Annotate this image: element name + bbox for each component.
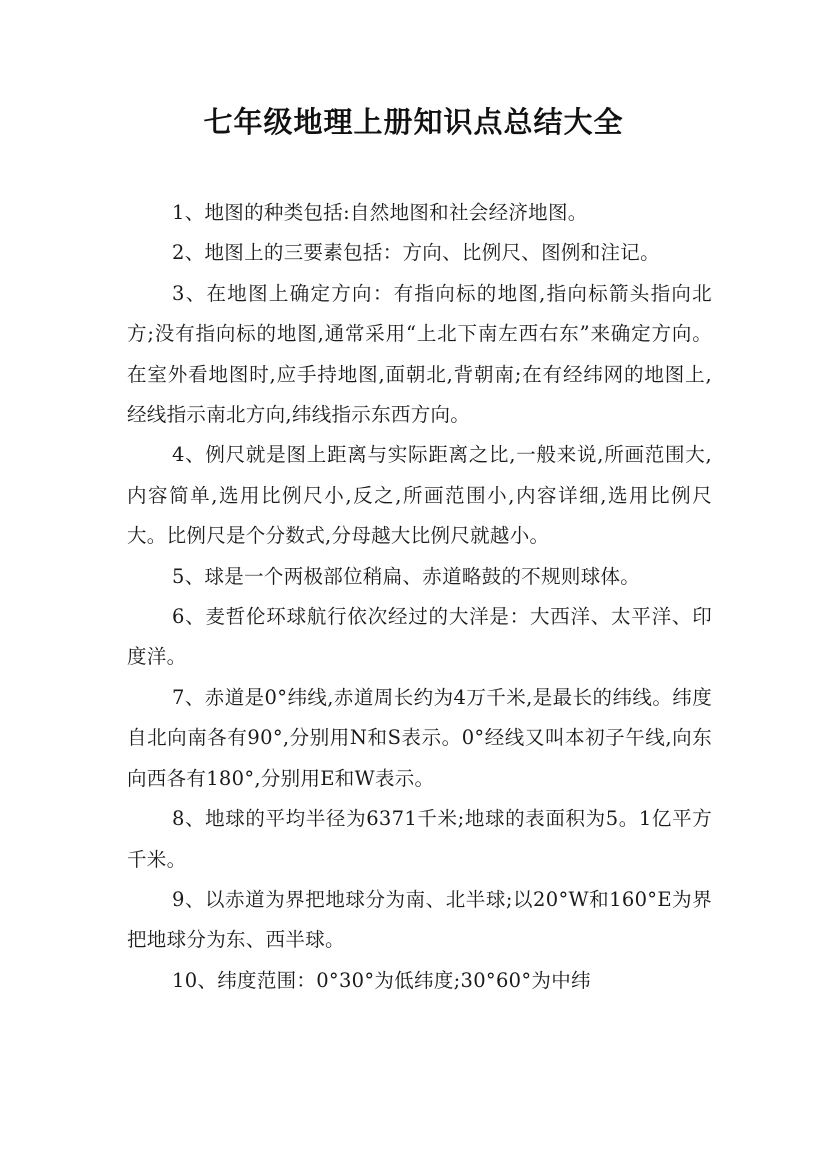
document-title: 七年级地理上册知识点总结大全 xyxy=(203,105,624,139)
paragraph-5: 5、球是一个两极部位稍扁、赤道略鼓的不规则球体。 xyxy=(172,564,641,588)
paragraph-9: 9、以赤道为界把地球分为南、北半球;以20°W和160°E为界把地球分为东、西半球。 xyxy=(127,887,712,952)
paragraph-4: 4、例尺就是图上距离与实际距离之比,一般来说,所画范围大,内容简单,选用比例尺小,反之,所画范围小,内容详细,选用比例尺大。比例尺是个分数式,分母越大比例尺就越小。 xyxy=(127,443,712,548)
paragraph-7: 7、赤道是0°纬线,赤道周长约为4万千米,是最长的纬线。纬度自北向南各有90°,分别用N和S表示。0°经线又叫本初子午线,向东向西各有180°,分别用E和W表示。 xyxy=(127,685,712,790)
document-body xyxy=(127,193,712,1001)
paragraph-10: 10、纬度范围：0°30°为低纬度;30°60°为中纬 xyxy=(172,968,591,992)
paragraph-8: 8、地球的平均半径为6371千米;地球的表面积为5。1亿平方千米。 xyxy=(127,807,712,871)
paragraph-6: 6、麦哲伦环球航行依次经过的大洋是：大西洋、太平洋、印度洋。 xyxy=(127,605,712,669)
paragraph-3: 3、在地图上确定方向：有指向标的地图,指向标箭头指向北方;没有指向标的地图,通常采用“上北下南左西右东”来确定方向。在室外看地图时,应手持地图,面朝北,背朝南;在有经纬网的地图上,经线指示南北方向,纬线指示东西方向。 xyxy=(127,281,712,427)
paragraph-1: 1、地图的种类包括:自然地图和社会经济地图。 xyxy=(172,201,588,224)
paragraph-2: 2、地图上的三要素包括：方向、比例尺、图例和注记。 xyxy=(172,241,660,265)
